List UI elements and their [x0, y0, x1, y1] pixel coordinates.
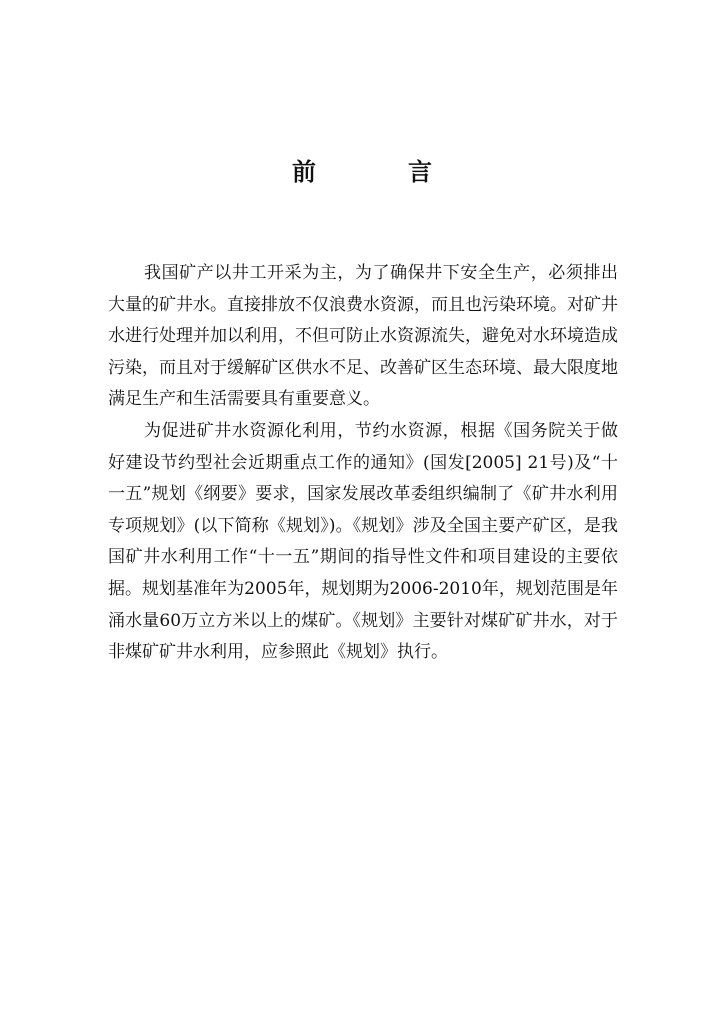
- paragraph-plan: 为促进矿井水资源化利用，节约水资源，根据《国务院关于做好建设节约型社会近期重点工作的通知》(国发[2005] 21号)及“十一五”规划《纲要》要求，国家发展改革委组织编制了《矿井水利用专项规划》(以下简称《规划》)。《规划》涉及全国主要产矿区，是我国矿井水利用工作“十一五”期间的指导性文件和项目建设的主要依据。规划基准年为2005年，规划期为2006-2010年，规划范围是年涌水量60万立方米以上的煤矿。《规划》主要针对煤矿矿井水，对于非煤矿矿井水利用，应参照此《规划》执行。: [108, 420, 618, 663]
- page-title: 前言: [292, 158, 524, 186]
- paragraph-intro: 我国矿产以井工开采为主，为了确保井下安全生产，必须排出大量的矿井水。直接排放不仅浪费水资源，而且也污染环境。对矿井水进行处理并加以利用，不但可防止水资源流失，避免对水环境造成污染，而且对于缓解矿区供水不足、改善矿区生态环境、最大限度地满足生产和生活需要具有重要意义。: [108, 263, 618, 410]
- document-body: [108, 258, 618, 669]
